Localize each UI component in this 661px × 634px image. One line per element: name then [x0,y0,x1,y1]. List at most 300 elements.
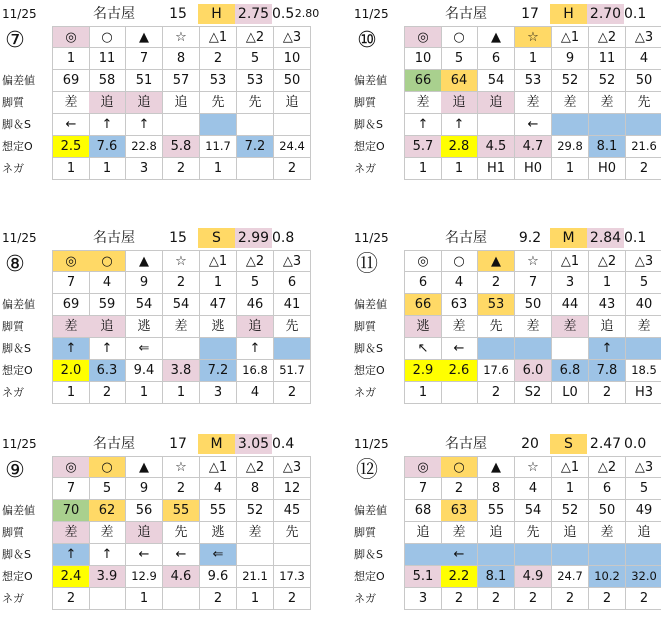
marks-cell: ▲ [126,26,163,48]
arrows-cell: ↑ [52,544,90,566]
dev-cell: 69 [52,70,90,92]
marks-cell: △3 [274,456,311,478]
odds-cell: 2.4 [52,566,90,588]
style-cell: 追 [89,316,126,338]
marks-cell: △1 [552,456,589,478]
odds-row [404,566,661,588]
arrows-row [52,544,311,566]
race-header [0,228,310,250]
odds-cell: 7.6 [89,136,126,158]
style-cell: 差 [515,316,552,338]
horses-cell: 5 [626,272,661,294]
dev-cell: 66 [404,70,442,92]
arrows-cell: ↑ [89,544,126,566]
pace-label: M [198,434,235,454]
arrows-cell: ← [515,114,552,136]
extra-value: 0.4 [272,436,295,452]
nega-cell [237,158,274,180]
row-label: 想定O [2,364,33,377]
style-cell: 追 [626,522,661,544]
dev-cell: 58 [89,70,126,92]
arrows-cell: ⇐ [126,338,163,360]
horses-cell: 6 [274,272,311,294]
nega-cell: S2 [515,382,552,404]
arrows-cell: ↑ [404,114,442,136]
style-cell: 逃 [404,316,442,338]
arrows-cell [478,114,515,136]
style-cell: 追 [552,522,589,544]
race-header [352,434,661,456]
row-label: 想定O [354,140,385,153]
marks-cell: ◎ [404,250,442,272]
nega-cell: 2 [441,588,478,610]
style-cell: 差 [441,522,478,544]
style-row [404,92,661,114]
dev-cell: 52 [552,70,589,92]
nega-cell: 1 [552,158,589,180]
marks-cell: ▲ [478,250,515,272]
dev-cell: 62 [89,500,126,522]
pace-label: H [550,4,587,24]
marks-cell: ☆ [515,456,552,478]
nega-cell: 2 [626,588,661,610]
marks-cell: ◎ [52,26,90,48]
arrows-row [404,114,661,136]
dev-cell: 49 [626,500,661,522]
marks-row [52,26,311,48]
nega-cell: 3 [200,382,237,404]
nega-cell: 2 [589,588,626,610]
row-label: 脚質 [2,526,24,539]
style-cell: 差 [552,92,589,114]
horses-cell: 6 [589,478,626,500]
nega-cell: H1 [478,158,515,180]
horses-cell: 5 [237,48,274,70]
marks-cell: △2 [589,456,626,478]
style-cell: 追 [126,92,163,114]
race-panel [352,4,661,204]
nega-cell: 2 [626,158,661,180]
marks-cell: △2 [589,250,626,272]
dev-cell: 66 [404,294,442,316]
marks-cell: ○ [441,250,478,272]
horses-cell: 2 [163,272,200,294]
style-cell: 差 [626,316,661,338]
odds-cell: 5.1 [404,566,442,588]
rate-value: 2.75 [235,4,272,24]
marks-cell: ▲ [478,26,515,48]
race-panel [0,434,310,634]
field-size: 9.2 [518,230,542,246]
horses-cell: 3 [552,272,589,294]
race-number: ⑩ [357,28,377,53]
style-row [404,316,661,338]
arrows-cell: ↑ [441,114,478,136]
field-size: 15 [169,6,187,22]
horses-cell: 7 [126,48,163,70]
horses-cell: 8 [163,48,200,70]
marks-cell: ☆ [163,250,200,272]
marks-cell: △2 [237,250,274,272]
row-label: ネガ [354,162,376,175]
nega-cell: 1 [441,158,478,180]
pace-label: S [198,228,235,248]
arrows-row [52,114,311,136]
dev-row [404,500,661,522]
dev-cell: 53 [515,70,552,92]
horses-cell: 6 [404,272,442,294]
odds-cell: 2.0 [52,360,90,382]
horses-cell: 7 [515,272,552,294]
nega-cell: 2 [274,158,311,180]
style-row [52,316,311,338]
extra-value: 0.8 [272,230,295,246]
dev-cell: 50 [515,294,552,316]
horses-row [52,48,311,70]
style-cell: 差 [163,316,200,338]
arrows-cell [200,114,237,136]
odds-row [52,136,311,158]
marks-cell: ▲ [478,456,515,478]
rate-value: 2.84 [587,228,624,248]
row-label: 脚質 [354,96,376,109]
row-label: 想定O [2,570,33,583]
dev-cell: 43 [589,294,626,316]
horses-row [52,272,311,294]
style-cell: 追 [163,92,200,114]
marks-cell: ○ [89,456,126,478]
style-row [404,522,661,544]
row-label: 脚質 [354,526,376,539]
horses-cell: 4 [626,48,661,70]
odds-cell: 2.9 [404,360,442,382]
style-cell: 先 [274,316,311,338]
row-label: 脚＆S [354,548,383,561]
arrows-cell: ← [441,338,478,360]
horses-cell: 11 [89,48,126,70]
odds-cell: 2.8 [441,136,478,158]
style-cell: 先 [200,92,237,114]
dev-cell: 59 [89,294,126,316]
nega-cell: 2 [163,158,200,180]
rate-value: 2.47 [589,436,622,452]
marks-cell: ○ [441,456,478,478]
arrows-cell [237,544,274,566]
horses-cell: 6 [478,48,515,70]
dev-cell: 63 [441,500,478,522]
extra-value: 0.0 [624,436,647,452]
row-label: 脚＆S [2,548,31,561]
marks-cell: ○ [89,26,126,48]
horses-row [404,478,661,500]
nega-cell: H0 [589,158,626,180]
style-cell: 先 [163,522,200,544]
horses-cell: 4 [89,272,126,294]
venue-name: 名古屋 [445,6,487,22]
arrows-cell [552,338,589,360]
marks-cell: △2 [237,456,274,478]
odds-cell: 6.8 [552,360,589,382]
style-cell: 先 [237,92,274,114]
marks-cell: ○ [441,26,478,48]
style-cell: 差 [589,522,626,544]
odds-cell: 32.0 [626,566,661,588]
odds-cell: 17.3 [274,566,311,588]
odds-cell: 6.3 [89,360,126,382]
horses-cell: 2 [163,478,200,500]
odds-cell: 51.7 [274,360,311,382]
marks-row [404,456,661,478]
nega-cell: 2 [274,588,311,610]
row-label: 脚質 [2,320,24,333]
nega-cell: 2 [515,588,552,610]
style-cell: 差 [552,316,589,338]
horses-cell: 1 [52,48,90,70]
extra-value-2 [646,4,661,24]
extra-value-2: 2.80 [294,7,320,20]
race-date: 11/25 [2,231,37,245]
dev-cell: 52 [237,500,274,522]
race-number: ⑫ [355,458,378,483]
horses-cell: 4 [200,478,237,500]
odds-cell: 3.8 [163,360,200,382]
dev-cell: 53 [478,294,515,316]
marks-cell: ☆ [515,250,552,272]
odds-cell: 4.7 [515,136,552,158]
nega-cell: 2 [89,382,126,404]
marks-cell: △3 [274,250,311,272]
nega-cell: 2 [552,588,589,610]
venue-name: 名古屋 [445,230,487,246]
odds-cell: 24.7 [552,566,589,588]
horses-cell: 10 [404,48,442,70]
row-label: 脚＆S [2,342,31,355]
dev-cell: 54 [515,500,552,522]
rate-value: 3.05 [235,434,272,454]
nega-cell: H0 [515,158,552,180]
nega-row [52,382,311,404]
dev-cell: 44 [552,294,589,316]
horses-cell: 1 [589,272,626,294]
odds-row [404,136,661,158]
venue-name: 名古屋 [93,230,135,246]
marks-cell: ▲ [126,250,163,272]
dev-row [52,500,311,522]
arrows-cell [404,544,442,566]
race-date: 11/25 [354,231,389,245]
style-cell: 追 [478,92,515,114]
nega-cell: 1 [52,158,90,180]
arrows-cell [552,114,589,136]
odds-cell: 6.0 [515,360,552,382]
odds-cell: 7.2 [200,360,237,382]
arrows-row [52,338,311,360]
marks-cell: ☆ [515,26,552,48]
nega-cell: 1 [126,588,163,610]
marks-cell: ☆ [163,26,200,48]
row-label: 偏差値 [2,298,35,311]
dev-cell: 51 [126,70,163,92]
horses-cell: 5 [237,272,274,294]
nega-cell: 2 [478,382,515,404]
style-cell: 追 [126,522,163,544]
race-panel [0,228,310,428]
horses-cell: 11 [589,48,626,70]
style-cell: 差 [52,316,90,338]
style-cell: 差 [515,92,552,114]
race-panel [0,4,320,204]
race-header [352,228,661,250]
odds-cell: 8.1 [478,566,515,588]
odds-cell: 18.5 [626,360,661,382]
row-label: 偏差値 [2,504,35,517]
rate-value: 2.70 [587,4,624,24]
odds-row [52,566,311,588]
horses-cell: 1 [200,272,237,294]
style-row [52,522,311,544]
race-number: ⑦ [5,28,25,53]
field-size: 17 [521,6,539,22]
horses-cell: 7 [52,478,90,500]
arrows-row [404,338,661,360]
marks-cell: △3 [626,26,661,48]
row-label: ネガ [354,592,376,605]
arrows-cell [626,544,661,566]
row-label: 脚＆S [354,342,383,355]
dev-cell: 55 [478,500,515,522]
arrows-cell [589,114,626,136]
venue-name: 名古屋 [93,6,135,22]
dev-cell: 53 [237,70,274,92]
arrows-cell: ← [441,544,478,566]
arrows-row [404,544,661,566]
arrows-cell: ↖ [404,338,442,360]
dev-cell: 45 [274,500,311,522]
arrows-cell [552,544,589,566]
arrows-cell [163,114,200,136]
nega-cell: 2 [200,588,237,610]
odds-cell: 5.8 [163,136,200,158]
arrows-cell [515,338,552,360]
style-cell: 追 [589,316,626,338]
odds-cell: 4.6 [163,566,200,588]
nega-cell: 2 [52,588,90,610]
dev-cell: 50 [274,70,311,92]
field-size: 17 [169,436,187,452]
field-size: 20 [521,436,539,452]
horses-cell: 1 [552,478,589,500]
horses-cell: 7 [52,272,90,294]
marks-cell: △1 [200,456,237,478]
marks-cell: ◎ [52,456,90,478]
horses-cell: 2 [200,48,237,70]
marks-cell: △3 [626,250,661,272]
dev-cell: 50 [589,500,626,522]
marks-cell: ◎ [404,456,442,478]
nega-cell [89,588,126,610]
style-cell: 追 [237,316,274,338]
style-cell: 追 [404,522,442,544]
pace-label: H [198,4,235,24]
row-label: 想定O [354,570,385,583]
marks-row [52,250,311,272]
style-cell: 追 [441,92,478,114]
odds-cell: 17.6 [478,360,515,382]
dev-row [404,294,661,316]
marks-cell: △1 [200,26,237,48]
row-label: 想定O [354,364,385,377]
nega-cell: 1 [237,588,274,610]
venue-name: 名古屋 [93,436,135,452]
rate-value: 2.99 [235,228,272,248]
marks-cell: ◎ [404,26,442,48]
race-date: 11/25 [2,7,37,21]
style-cell: 差 [52,522,90,544]
odds-cell: 2.6 [441,360,478,382]
arrows-cell [274,338,311,360]
horses-cell: 5 [441,48,478,70]
nega-row [404,588,661,610]
race-number: ⑧ [5,252,25,277]
row-label: 偏差値 [354,504,387,517]
arrows-cell [274,114,311,136]
arrows-cell [478,544,515,566]
dev-cell: 46 [237,294,274,316]
dev-cell: 41 [274,294,311,316]
style-cell: 差 [404,92,442,114]
row-label: 脚質 [354,320,376,333]
arrows-cell [274,544,311,566]
dev-cell: 64 [441,70,478,92]
style-cell: 逃 [200,316,237,338]
marks-row [404,26,661,48]
nega-cell: 1 [404,158,442,180]
nega-cell: 2 [589,382,626,404]
nega-cell: L0 [552,382,589,404]
dev-cell: 55 [200,500,237,522]
extra-value-2 [646,228,661,248]
marks-cell: △1 [552,250,589,272]
horses-cell: 12 [274,478,311,500]
arrows-cell: ⇐ [200,544,237,566]
odds-cell: 3.9 [89,566,126,588]
row-label: 脚質 [2,96,24,109]
odds-cell: 10.2 [589,566,626,588]
dev-row [404,70,661,92]
arrows-cell: ↑ [52,338,90,360]
marks-cell: ○ [89,250,126,272]
style-row [52,92,311,114]
style-cell: 先 [478,316,515,338]
row-label: ネガ [2,162,24,175]
nega-row [404,158,661,180]
horses-cell: 4 [515,478,552,500]
marks-cell: △2 [237,26,274,48]
dev-cell: 54 [478,70,515,92]
odds-cell: 24.4 [274,136,311,158]
extra-value: 0.1 [624,230,647,246]
nega-cell: 1 [126,382,163,404]
horses-cell: 8 [478,478,515,500]
extra-value: 0.5 [272,6,295,22]
nega-cell: 1 [52,382,90,404]
row-label: 偏差値 [2,74,35,87]
marks-row [404,250,661,272]
odds-cell: 21.1 [237,566,274,588]
odds-cell: 11.7 [200,136,237,158]
pace-label: S [550,434,587,454]
arrows-cell: ↑ [89,338,126,360]
